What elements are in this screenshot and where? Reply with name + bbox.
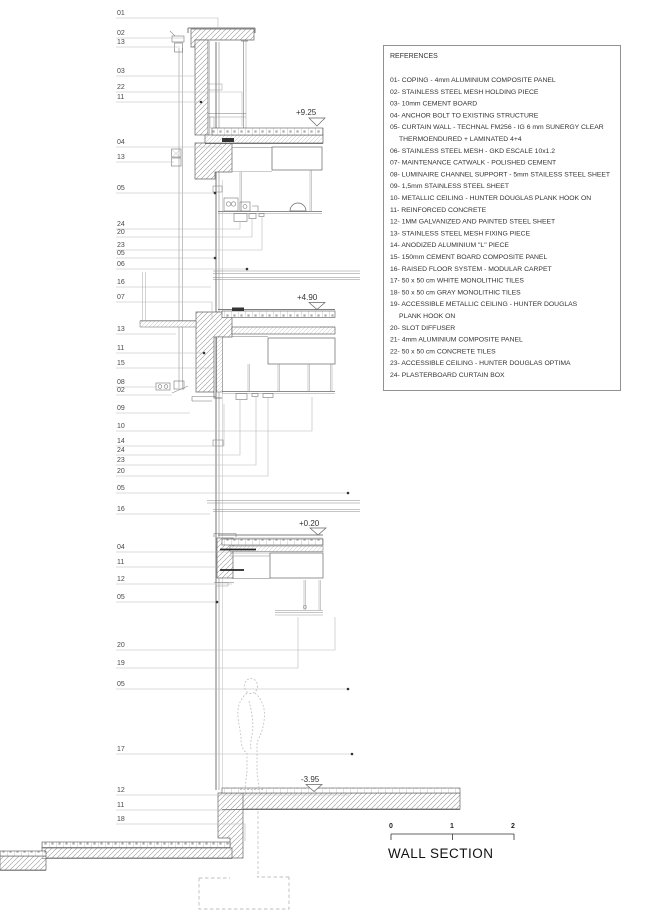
callout-label: 03 (117, 68, 125, 75)
callout-label: 05 (117, 250, 125, 257)
lower-slab-step (0, 856, 46, 870)
lower-step-tiles (0, 851, 46, 856)
level-label: +9.25 (296, 108, 317, 117)
reference-item: PLANK HOOK ON (399, 313, 456, 320)
level2-edge-box (268, 338, 335, 364)
callout-labels (117, 10, 125, 823)
maintenance-catwalk (140, 321, 196, 327)
callout-label: 23 (117, 457, 125, 464)
person-figure-icon (238, 679, 265, 790)
reference-item: 18- 50 x 50 cm GRAY MONOLITHIC TILES (390, 289, 521, 297)
reference-item: 10- METALLIC CEILING - HUNTER DOUGLAS PLANK HOOK ON (390, 195, 592, 202)
reference-item: 12- 1MM GALVANIZED AND PAINTED STEEL SHEET (390, 218, 556, 226)
references-title: REFERENCES (390, 53, 438, 60)
callout-label: 01 (117, 10, 125, 17)
level-marker-icon (309, 303, 325, 310)
scale-tick-label: 2 (511, 823, 515, 830)
level-label: -3.95 (301, 775, 320, 784)
foundation-dashed-outline (199, 877, 289, 909)
reference-item: 19- ACCESSIBLE METALLIC CEILING - HUNTER DOUGLAS (390, 301, 578, 309)
curtain-box-roof (234, 214, 247, 222)
level1-deck-tiles (222, 539, 323, 545)
callout-label: 05 (117, 185, 125, 192)
reference-item: 07- MAINTENANCE CATWALK - POLISHED CEMENT (390, 159, 557, 167)
level2-screed (232, 327, 335, 334)
reference-item: 01- COPING - 4mm ALUMINIUM COMPOSITE PANEL (390, 77, 556, 84)
callout-label: 22 (117, 84, 125, 91)
callout-label: 20 (117, 642, 125, 649)
reference-item: 03- 10mm CEMENT BOARD (390, 100, 478, 108)
reference-item: 08- LUMINAIRE CHANNEL SUPPORT - 5mm STAILESS STEEL SHEET (390, 171, 611, 179)
callout-label: 05 (117, 485, 125, 492)
curtain-box-level2 (236, 394, 247, 400)
reference-item: 05- CURTAIN WALL - TECHNAL FM256 - IG 6 mm SUNERGY CLEAR (390, 124, 604, 132)
level1-edge-box (270, 553, 323, 578)
callout-label: 20 (117, 468, 125, 475)
lower-slab (42, 848, 232, 858)
callout-label: 04 (117, 544, 125, 551)
reference-item: 13- STAINLESS STEEL MESH FIXING PIECE (390, 230, 531, 238)
reference-item: 15- 150mm CEMENT BOARD COMPOSITE PANEL (390, 254, 548, 261)
callout-label: 05 (117, 681, 125, 688)
callout-label: 24 (117, 447, 125, 454)
roof-edge-beam (195, 143, 232, 179)
reference-item: 06- STAINLESS STEEL MESH - GKD ESCALE 10x1.2 (390, 147, 556, 155)
reference-item: THERMOENDURED + LAMINATED 4+4 (399, 136, 522, 143)
callout-label: 10 (117, 423, 125, 430)
callout-label: 16 (117, 506, 125, 513)
detail-fittings (140, 31, 306, 570)
callout-label: 09 (117, 405, 125, 412)
callout-label: 13 (117, 154, 125, 161)
callout-label: 15 (117, 360, 125, 367)
callout-label: 17 (117, 746, 125, 753)
callout-label: 14 (117, 438, 125, 445)
level-marker-icon (309, 118, 325, 126)
callout-label: 04 (117, 139, 125, 146)
drawing-title: WALL SECTION (388, 846, 494, 861)
callout-label: 11 (117, 559, 125, 566)
callout-label: 19 (117, 660, 125, 667)
reference-item: 02- STAINLESS STEEL MESH HOLDING PIECE (390, 88, 539, 96)
level-label: +0.20 (299, 519, 320, 528)
level-label: +4.90 (297, 293, 318, 302)
callout-label: 07 (117, 294, 125, 301)
scale-tick-label: 1 (450, 823, 454, 830)
callout-label: 13 (117, 326, 125, 333)
transom-joint-mid (213, 440, 223, 446)
scale-bar (389, 823, 515, 840)
callout-label: 05 (117, 594, 125, 601)
mesh-holding-piece (172, 36, 184, 42)
roof-deck-tiles (212, 128, 323, 135)
parapet-wall (195, 40, 208, 135)
slot-diffuser-level2 (263, 394, 273, 398)
reference-item: 04- ANCHOR BOLT TO EXISTING STRUCTURE (390, 112, 539, 120)
callout-label: 23 (117, 242, 125, 249)
reference-item: 24- PLASTERBOARD CURTAIN BOX (390, 372, 505, 379)
callout-label: 20 (117, 229, 125, 236)
dome-fitting (290, 203, 306, 211)
callout-label: 18 (117, 816, 125, 823)
cement-board-strip (217, 337, 223, 392)
scale-bar-line (391, 834, 514, 840)
roof-edge-box (272, 147, 322, 170)
reference-item: 17- 50 x 50 cm WHITE MONOLITHIC TILES (390, 277, 524, 285)
reference-item: 23- ACCESSIBLE CEILING - HUNTER DOUGLAS OPTIMA (390, 360, 571, 368)
level2-edge-beam (196, 312, 232, 392)
anchor-bolt-roof (222, 138, 234, 142)
ground-slab (222, 793, 460, 809)
reference-item: 16- RAISED FLOOR SYSTEM - MODULAR CARPET (390, 265, 552, 273)
callout-label: 08 (117, 379, 125, 386)
reference-item: 20- SLOT DIFFUSER (390, 324, 456, 332)
callout-label: 11 (117, 802, 125, 809)
callout-label: 06 (117, 261, 125, 268)
callout-label: 24 (117, 221, 125, 228)
callout-label: 11 (117, 345, 125, 352)
references-box (384, 46, 621, 391)
reference-item: 11- REINFORCED CONCRETE (390, 206, 487, 214)
reference-item: 09- 1,5mm STAINLESS STEEL SHEET (390, 183, 509, 191)
ground-tiles (222, 788, 460, 793)
callout-label: 02 (117, 387, 125, 394)
level2-deck-tiles (222, 311, 335, 318)
reference-item: 22- 50 x 50 cm CONCRETE TILES (390, 348, 496, 356)
callout-label: 13 (117, 39, 125, 46)
slot-diffuser-roof (249, 214, 256, 219)
reference-item: 14- ANODIZED ALUMINIUM "L" PIECE (390, 242, 509, 250)
scale-tick-label: 0 (389, 823, 393, 830)
callout-label: 02 (117, 30, 125, 37)
reference-item: 21- 4mm ALUMINIUM COMPOSITE PANEL (390, 336, 523, 344)
callout-label: 12 (117, 787, 125, 794)
anchor-bolt-level2 (232, 308, 244, 312)
transom-joint-top (213, 186, 222, 192)
lower-tiles (42, 842, 230, 848)
callout-label: 12 (117, 576, 125, 583)
callout-label: 16 (117, 279, 125, 286)
level-marker-icon (310, 528, 326, 535)
callout-label: 11 (117, 94, 125, 101)
